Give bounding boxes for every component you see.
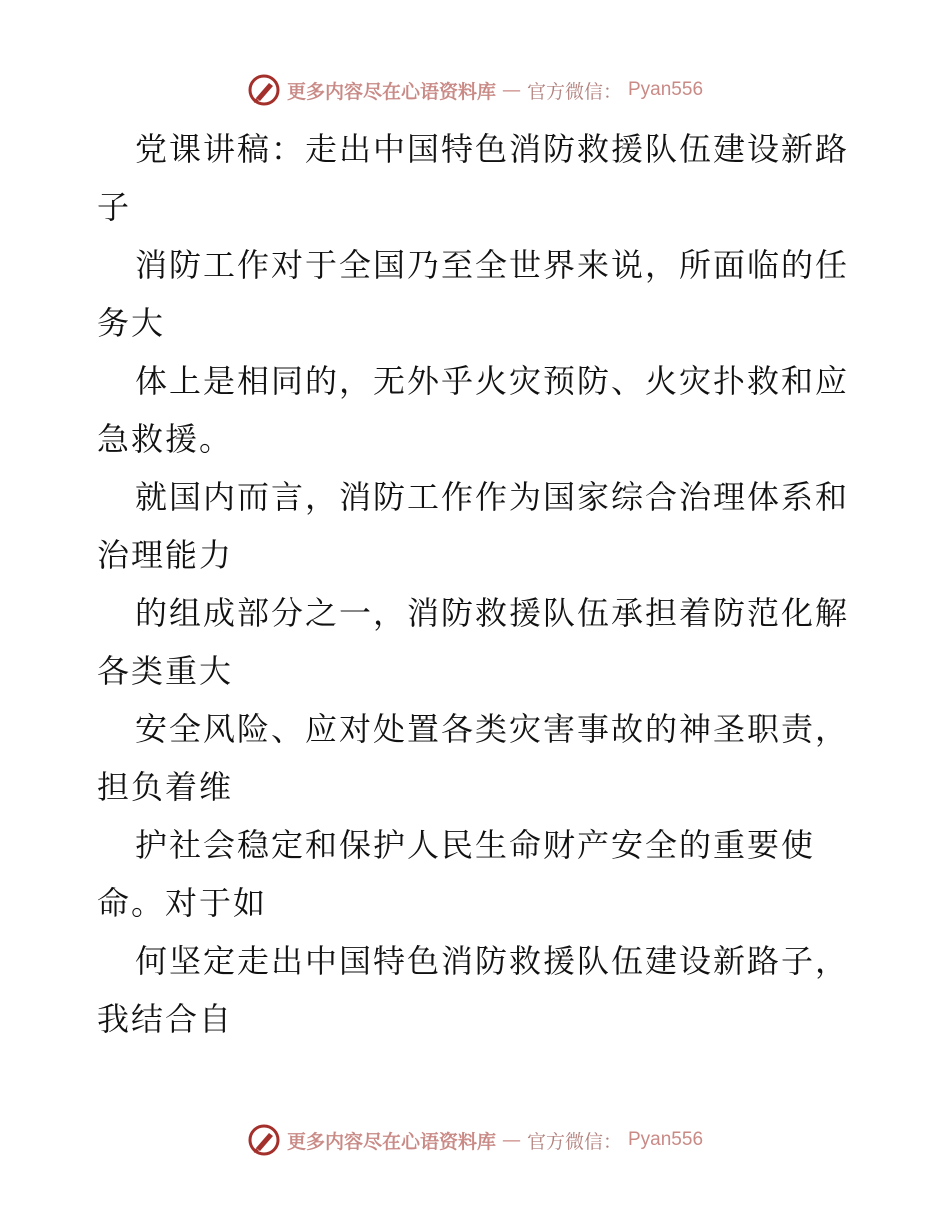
document-body <box>97 120 877 1048</box>
watermark-separator: — <box>501 1129 521 1151</box>
document-line: 何坚定走出中国特色消防救援队伍建设新路子， <box>135 942 850 980</box>
document-line: 安全风险、应对处置各类灾害事故的神圣职责， <box>135 710 850 748</box>
header-watermark <box>0 70 950 110</box>
document-line: 担负着维 <box>97 768 234 806</box>
document-line: 护社会稳定和保护人民生命财产安全的重要使 <box>135 826 816 864</box>
footer-watermark <box>0 1120 950 1160</box>
watermark-slogan: 更多内容尽在心语资料库 <box>286 80 496 103</box>
watermark-wechat-label: 官方微信： <box>526 80 622 103</box>
document-line: 的组成部分之一，消防救援队伍承担着防范化解 <box>135 594 850 632</box>
document-line: 务大 <box>97 304 166 342</box>
document-line: 消防工作对于全国乃至全世界来说，所面临的任 <box>135 246 850 284</box>
document-title-line: 党课讲稿：走出中国特色消防救援队伍建设新路 <box>135 130 850 168</box>
watermark-separator: — <box>501 79 521 101</box>
document-line: 我结合自 <box>97 1000 234 1038</box>
document-line: 命。对于如 <box>97 884 268 922</box>
watermark-wechat-id: Pyan556 <box>628 1129 704 1150</box>
pen-logo-icon <box>247 73 281 107</box>
watermark-wechat-id: Pyan556 <box>628 79 704 100</box>
document-line: 子 <box>97 188 132 226</box>
pen-logo-icon <box>247 1123 281 1157</box>
watermark-wechat-label: 官方微信： <box>526 1130 622 1153</box>
document-line: 治理能力 <box>97 536 234 574</box>
document-line: 各类重大 <box>97 652 234 690</box>
document-line: 就国内而言，消防工作作为国家综合治理体系和 <box>135 478 850 516</box>
watermark-slogan: 更多内容尽在心语资料库 <box>286 1130 496 1153</box>
document-line: 急救援。 <box>97 420 234 458</box>
document-line: 体上是相同的，无外乎火灾预防、火灾扑救和应 <box>135 362 850 400</box>
